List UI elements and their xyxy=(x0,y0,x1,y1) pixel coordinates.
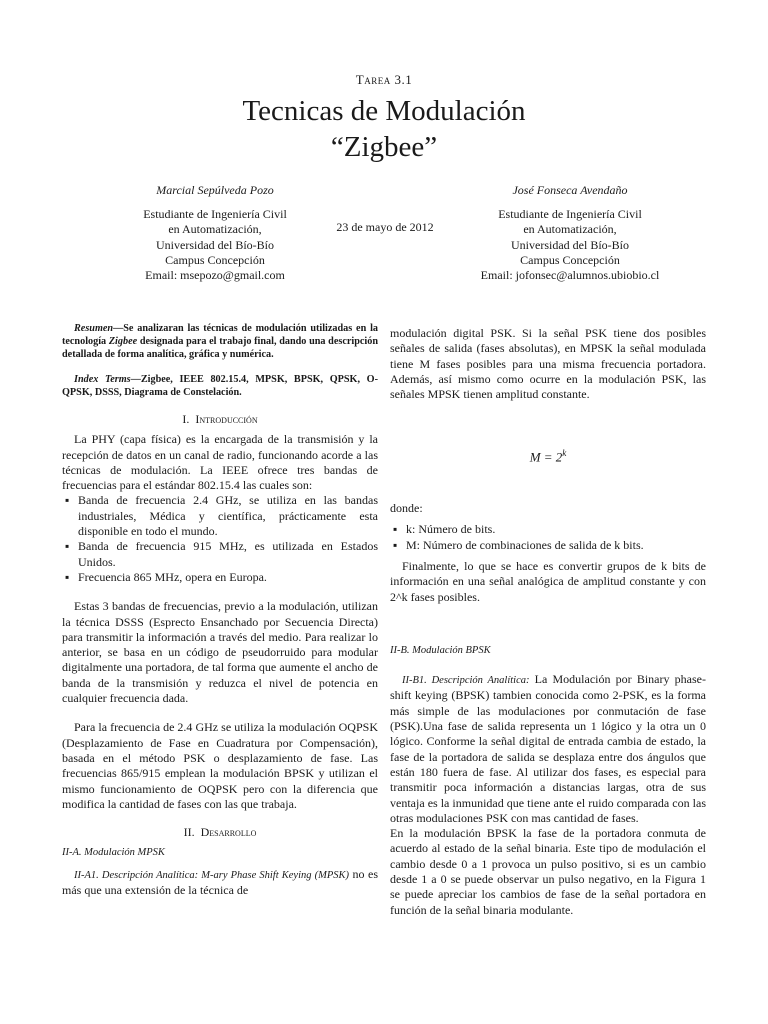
paragraph xyxy=(62,867,378,899)
list-item: ▪ M: Número de combinaciones de salida de k bits. xyxy=(392,538,706,553)
section-number: II. xyxy=(183,825,195,840)
author-right-name: José Fonseca Avendaño xyxy=(512,183,628,197)
abstract-text-2: designada para el trabajo final, dando una descripción detallada de forma analítica, gráfica y numérica. xyxy=(62,336,378,360)
aff-line: Estudiante de Ingeniería Civil xyxy=(498,207,642,221)
index-text: —Zigbee, IEEE 802.15.4, MPSK, BPSK, QPSK, O-QPSK, DSSS, Diagrama de Constelación. xyxy=(62,374,378,398)
subsection-heading: II-A. Modulación MPSK xyxy=(62,847,165,859)
paragraph: Para la frecuencia de 2.4 GHz se utiliza la modulación OQPSK (Desplazamiento de Fase en Cuadratura por Compensación), basada en el método PSK o desplazamiento de fase. Las frecuencias 865/915 emplean la modulación BPSK y utilizan el mismo funcionamiento de OQPSK pero con la diferencia que modifica la cantidad de fases con las que trabaja. xyxy=(62,720,378,811)
index-label: Index Terms xyxy=(74,374,131,385)
author-right-affiliation xyxy=(425,207,715,283)
paragraph-text: no es más que una extensión de la técnica de xyxy=(62,866,378,898)
author-right xyxy=(425,183,715,283)
email: Email: jofonsec@alumnos.ubiobio.cl xyxy=(480,268,660,283)
left-column xyxy=(62,322,378,898)
aff-line: Estudiante de Ingeniería Civil xyxy=(143,207,287,221)
aff-line: Campus Concepción xyxy=(520,252,620,267)
aff-line: en Automatización, xyxy=(523,222,617,237)
donde-label: donde: xyxy=(390,501,423,516)
title-line-2: “Zigbee” xyxy=(330,131,438,163)
index-terms xyxy=(62,373,378,399)
paragraph xyxy=(390,672,706,826)
subsection-heading: II-B. Modulación BPSK xyxy=(390,644,491,656)
paper-title xyxy=(0,93,768,165)
section-title: Desarrollo xyxy=(200,825,257,840)
paragraph: En la modulación BPSK la fase de la portadora conmuta de acuerdo al estado de la señal binaria. Este tipo de modulación el cambio desde 0 a 1 provoca un pulso positivo, si es un cambio desde 1 a 0 se puede observar un pulso negativo, en la Figura 1 se puede apreciar los cambios de fase de la señal portadora en función de la señal binaria modulante. xyxy=(390,826,706,917)
aff-line: Campus Concepción xyxy=(165,252,265,267)
list-item: ▪ k: Número de bits. xyxy=(392,522,706,537)
aff-line: Universidad del Bío-Bío xyxy=(511,237,629,252)
paragraph: Finalmente, lo que se hace es convertir grupos de k bits de información en una señal analógica de amplitud constante y con 2^k fases posibles. xyxy=(390,559,706,604)
abstract xyxy=(62,322,378,361)
section-heading-1 xyxy=(62,412,378,427)
abstract-text: —Se analizaran las técnicas de modulación utilizadas en la tecnología xyxy=(62,323,378,347)
author-left-name: Marcial Sepúlveda Pozo xyxy=(156,183,274,197)
abstract-label: Resumen xyxy=(74,323,114,334)
abstract-italic: Zigbee xyxy=(108,336,138,347)
title-line-1: Tecnicas de Modulación xyxy=(242,95,526,127)
subsubsection-label: II-B1. Descripción Analítica: xyxy=(402,675,530,687)
right-column xyxy=(390,326,706,918)
paragraph-text: La Modulación por Binary phase-shift keying (BPSK) tambien conocida como 2-PSK, es la forma más simple de las modulaciones por conmutación de fase (PSK).Una fase de salida representa un 1 lógico y la otra un 0 lógico. Conforme la señal digital de entrada cambia de estado, la fase de la portadora de salida se desplaza entre dos ángulos que están 180 fuera de fase. Al utilizar dos fases, es especial para transmitir poca información a distancias largas, otra de sus ventaja es la inmunidad que tiene ante el ruido comparada con las otras modulaciones PSK con mas cantidad de fases. xyxy=(390,672,706,825)
paper-label: Tarea 3.1 xyxy=(355,72,413,87)
equation: $M = 2^k$ xyxy=(529,448,567,465)
section-title: Introducción xyxy=(195,412,258,426)
aff-line: en Automatización, xyxy=(168,222,262,237)
author-left-affiliation xyxy=(80,207,350,283)
date: 23 de mayo de 2012 xyxy=(336,220,434,234)
paragraph: La PHY (capa física) es la encargada de la transmisión y la recepción de datos en un canal de radio, funcionando acorde a las técnicas de modulación. La IEEE ofrece tres bandas de frecuencias para el estándar 802.15.4 las cuales son: xyxy=(62,432,378,493)
section-heading-2 xyxy=(62,825,378,840)
aff-line: Universidad del Bío-Bío xyxy=(156,237,274,252)
email: Email: msepozo@gmail.com xyxy=(145,268,285,283)
subsubsection-label: II-A1. Descripción Analítica: M-ary Phase Shift Keying (MPSK) xyxy=(74,869,350,881)
definition-list xyxy=(392,522,706,553)
paragraph: Estas 3 bandas de frecuencias, previo a la modulación, utilizan la técnica DSSS (Esprecto Ensanchado por Secuencia Directa) para transmitir la información a través del medio. Para realizar lo anterior, se basa en un código de pseudorruido para modular digitalmente una portadora, de tal forma que aumente el ancho de banda de la transmisión y reduzca el nivel de potencia en cualquier frecuencia dada. xyxy=(62,599,378,706)
section-number: I. xyxy=(182,412,190,426)
paragraph: modulación digital PSK. Si la señal PSK tiene dos posibles señales de salida (fases absolutas), en MPSK la señal modulada tiene M fases posibles para una misma frecuencia portadora. Además, así mismo como ocurre en la modulación PSK, las señales MPSK tienen amplitud constante. xyxy=(390,326,706,402)
list-item: ▪ Frecuencia 865 MHz, opera en Europa. xyxy=(64,570,378,585)
list-item: ▪ Banda de frecuencia 2.4 GHz, se utiliza en las bandas industriales, Médica y científica, prácticamente esta disponible en todo el mundo. xyxy=(64,493,378,539)
list-item: ▪ Banda de frecuencia 915 MHz, es utilizada en Estados Unidos. xyxy=(64,539,378,570)
bullet-list xyxy=(64,493,378,585)
